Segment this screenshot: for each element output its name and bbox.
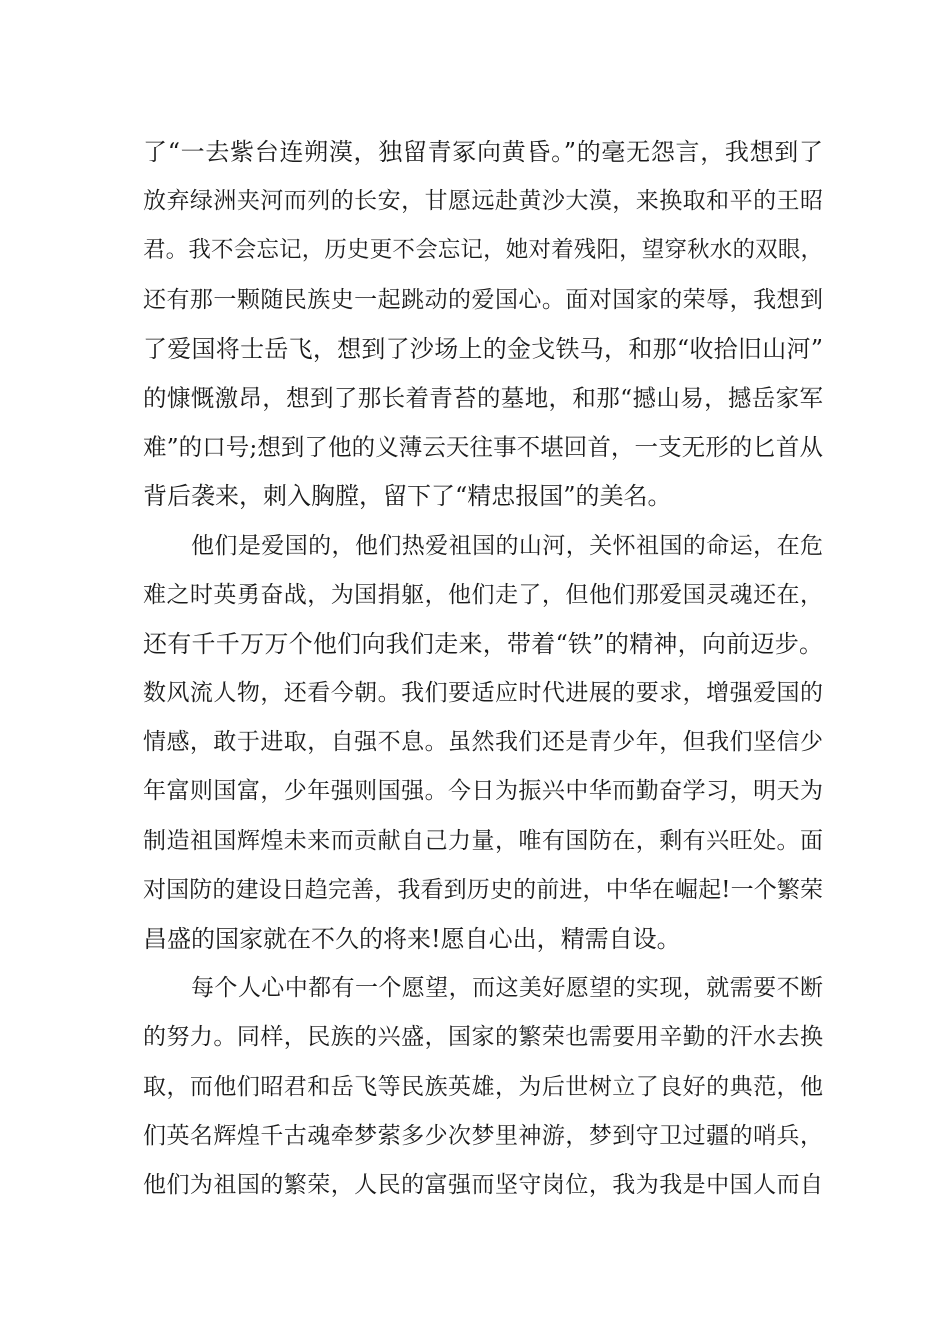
text-line: 难”的口号;想到了他的义薄云天往事不堪回首，一支无形的匕首从 bbox=[143, 433, 823, 462]
paragraph-1 bbox=[143, 128, 823, 522]
paragraph-3 bbox=[143, 964, 823, 1210]
text-line: 数风流人物，还看今朝。我们要适应时代进展的要求，增强爱国的 bbox=[143, 680, 823, 707]
text-line: 难之时英勇奋战，为国捐躯，他们走了，但他们那爱国灵魂还在， bbox=[143, 581, 823, 608]
text-line: 取，而他们昭君和岳飞等民族英雄，为后世树立了良好的典范，他 bbox=[143, 1073, 823, 1100]
text-line: 昌盛的国家就在不久的将来!愿自心出，精需自设。 bbox=[143, 925, 681, 953]
text-line: 还有千千万万个他们向我们走来，带着“铁”的精神，向前迈步。 bbox=[143, 629, 823, 658]
text-line: 对国防的建设日趋完善，我看到历史的前进，中华在崛起!一个繁荣 bbox=[143, 876, 823, 903]
text-line: 了爱国将士岳飞，想到了沙场上的金戈铁马，和那“收拾旧山河” bbox=[143, 334, 823, 363]
text-line: 们英名辉煌千古魂牵梦萦多少次梦里神游，梦到守卫过疆的哨兵， bbox=[143, 1122, 823, 1149]
text-line: 君。我不会忘记，历史更不会忘记，她对着残阳，望穿秋水的双眼， bbox=[143, 237, 823, 264]
text-line: 情感，敢于进取，自强不息。虽然我们还是青少年，但我们坚信少 bbox=[143, 729, 823, 756]
text-line: 的努力。同样，民族的兴盛，国家的繁荣也需要用辛勤的汗水去换 bbox=[143, 1024, 823, 1051]
text-line: 还有那一颗随民族史一起跳动的爱国心。面对国家的荣辱，我想到 bbox=[143, 286, 823, 313]
document-body bbox=[143, 128, 823, 1210]
text-line: 放弃绿洲夹河而列的长安，甘愿远赴黄沙大漠，来换取和平的王昭 bbox=[143, 188, 823, 215]
text-line: 每个人心中都有一个愿望，而这美好愿望的实现，就需要不断 bbox=[191, 975, 823, 1002]
text-line: 了“一去紫台连朔漠，独留青冢向黄昏。”的毫无怨言，我想到了 bbox=[143, 138, 823, 166]
paragraph-2 bbox=[143, 522, 823, 965]
text-line: 的慷慨激昂，想到了那长着青苔的墓地，和那“撼山易，撼岳家军 bbox=[143, 383, 823, 412]
text-line: 制造祖国辉煌未来而贡献自己力量，唯有国防在，剩有兴旺处。面 bbox=[143, 827, 823, 854]
text-line: 他们为祖国的繁荣，人民的富强而坚守岗位，我为我是中国人而自 bbox=[143, 1171, 823, 1198]
text-line: 年富则国富，少年强则国强。今日为振兴中华而勤奋学习，明天为 bbox=[143, 778, 823, 805]
text-line: 背后袭来，刺入胸膛，留下了“精忠报国”的美名。 bbox=[143, 482, 672, 511]
text-line: 他们是爱国的，他们热爱祖国的山河，关怀祖国的命运，在危 bbox=[191, 532, 823, 559]
